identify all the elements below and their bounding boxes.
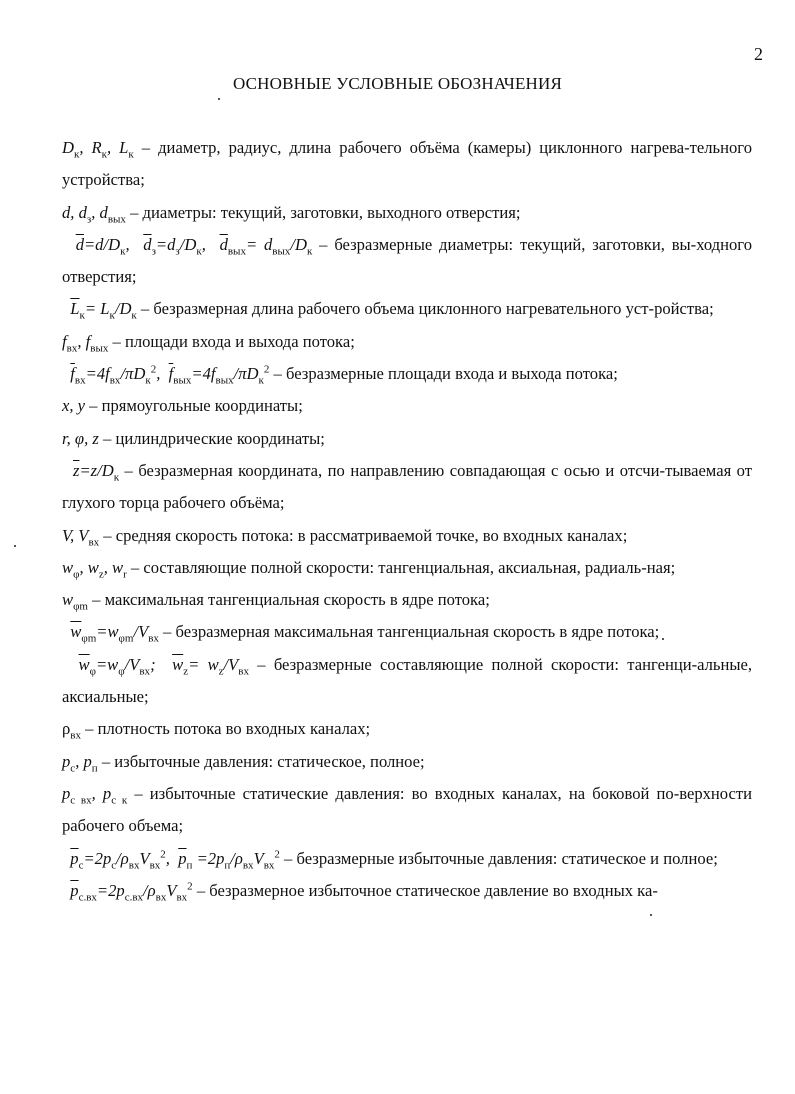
- notation-definition: – избыточные статические давления: во входных каналах, на боковой по-верхности рабочего объема;: [62, 783, 753, 836]
- notation-definition: – плотность потока во входных каналах;: [80, 719, 371, 739]
- notation-symbol: $w_\varphi$, $w_z$, $w_r$: [62, 557, 127, 581]
- notation-entry: [62, 293, 752, 325]
- notation-definition: – избыточные давления: статическое, полное;: [97, 751, 425, 771]
- notation-symbol: $w_{\varphi m}$: [62, 590, 88, 613]
- notation-definition: – прямоугольные координаты;: [85, 396, 303, 416]
- scan-speck: [218, 98, 220, 100]
- notation-definition: – безразмерные диаметры: текущий, заготовки, вы-ходного отверстия;: [62, 234, 752, 287]
- notation-entry: [62, 132, 752, 197]
- notation-definition: – безразмерные составляющие полной скорости: тангенци-альные, аксиальные;: [62, 654, 753, 707]
- notation-entry: [62, 875, 752, 907]
- notation-entry: [62, 520, 752, 552]
- notation-symbol: $f_{вх}$, $f_{вых}$: [62, 331, 109, 355]
- notation-entry: [62, 746, 752, 778]
- notation-entry: [62, 843, 752, 875]
- notation-symbol: $p_{с вх}$, $p_{с к}$: [62, 783, 128, 807]
- notation-definition: – безразмерная координата, по направлению совпадающая с осью и отсчи-тываемая от глухого торца рабочего объёма;: [62, 460, 753, 513]
- notation-entry: [62, 455, 752, 520]
- notation-symbol: $\overline{L}_к= L_к/D_к$: [70, 299, 137, 322]
- page-number: 2: [754, 44, 763, 64]
- notation-symbol: $D_к$, $R_к$, $L_к$: [62, 138, 134, 161]
- notation-definition: – максимальная тангенциальная скорость в ядре потока;: [87, 590, 490, 610]
- notation-definition: – безразмерные избыточные давления: статическое и полное;: [279, 848, 718, 868]
- notation-definition: – безразмерная максимальная тангенциальная скорость в ядре потока;: [158, 622, 660, 642]
- notation-definition: – безразмерная длина рабочего объема циклонного нагревательного уст-ройства;: [136, 299, 714, 319]
- notation-definition: – безразмерные площади входа и выхода потока;: [269, 364, 618, 384]
- notation-entry: [62, 713, 752, 745]
- notation-symbol: $\overline{z}=z/D_к$: [72, 460, 120, 484]
- notation-definition: – площади входа и выхода потока;: [108, 331, 355, 351]
- notation-definition: – средняя скорость потока: в рассматриваемой точке, во входных каналах;: [99, 525, 628, 545]
- notation-entry: [62, 197, 752, 229]
- scan-speck: [650, 914, 652, 916]
- page-title: ОСНОВНЫЕ УСЛОВНЫЕ ОБОЗНАЧЕНИЯ: [232, 74, 563, 93]
- notation-symbol: $\rho_{вх}$: [62, 719, 81, 742]
- notation-symbol: d, $d_з$, $d_{вых}$: [62, 202, 126, 225]
- notation-list: [62, 132, 752, 907]
- notation-symbol: x, y: [62, 396, 86, 416]
- notation-entry: [62, 390, 752, 422]
- notation-entry: [62, 552, 752, 584]
- notation-entry: [62, 616, 752, 648]
- notation-definition: – цилиндрические координаты;: [98, 428, 325, 448]
- notation-symbol: $\overline{w}_\varphi=w_\varphi/V_{вх}$; $\overline{w}_z= w_z/V_{вх}$: [78, 654, 249, 678]
- scan-speck: [662, 638, 664, 640]
- notation-symbol: $\overline{p}_с=2p_с/\rho_{вх}V_{вх}^2$, $\overline{p}_п =2p_п/\rho_{вх}V_{вх}^2$: [70, 848, 280, 871]
- notation-definition: – диаметры: текущий, заготовки, выходного отверстия;: [125, 202, 521, 222]
- notation-symbol: $\overline{w}_{\varphi m}=w_{\varphi m}/V_{вх}$: [70, 622, 159, 645]
- notation-definition: – составляющие полной скорости: тангенциальная, аксиальная, радиаль-ная;: [126, 557, 676, 577]
- notation-symbol: $\overline{p}_{с.вх}=2p_{с.вх}/\rho_{вх}V_{вх}^2$: [70, 880, 193, 904]
- scan-speck: [14, 545, 16, 547]
- notation-definition: – диаметр, радиус, длина рабочего объёма (камеры) циклонного нагрева-тельного устройства;: [62, 138, 752, 190]
- notation-symbol: $\overline{f}_{вх}=4f_{вх}/\pi D_к^2$, $\overline{f}_{вых}=4f_{вых}/\pi D_к^2$: [70, 363, 270, 387]
- notation-entry: [62, 229, 752, 294]
- notation-entry: [62, 584, 752, 616]
- notation-symbol: $p_с$, $p_п$: [62, 751, 98, 774]
- notation-symbol: r, φ, z: [62, 428, 99, 448]
- notation-entry: [62, 358, 752, 390]
- notation-entry: [62, 423, 752, 455]
- notation-symbol: V, $V_{вх}$: [62, 525, 100, 548]
- notation-entry: [62, 649, 752, 714]
- notation-symbol: $\overline{d}=d/D_к$, $\overline{d}_з=d_з/D_к$, $\overline{d}_{вых}= d_{вых}/D_к$: [75, 234, 313, 258]
- notation-entry: [62, 778, 752, 843]
- notation-definition: – безразмерное избыточное статическое давление во входных ка-: [192, 880, 658, 900]
- notation-entry: [62, 326, 752, 358]
